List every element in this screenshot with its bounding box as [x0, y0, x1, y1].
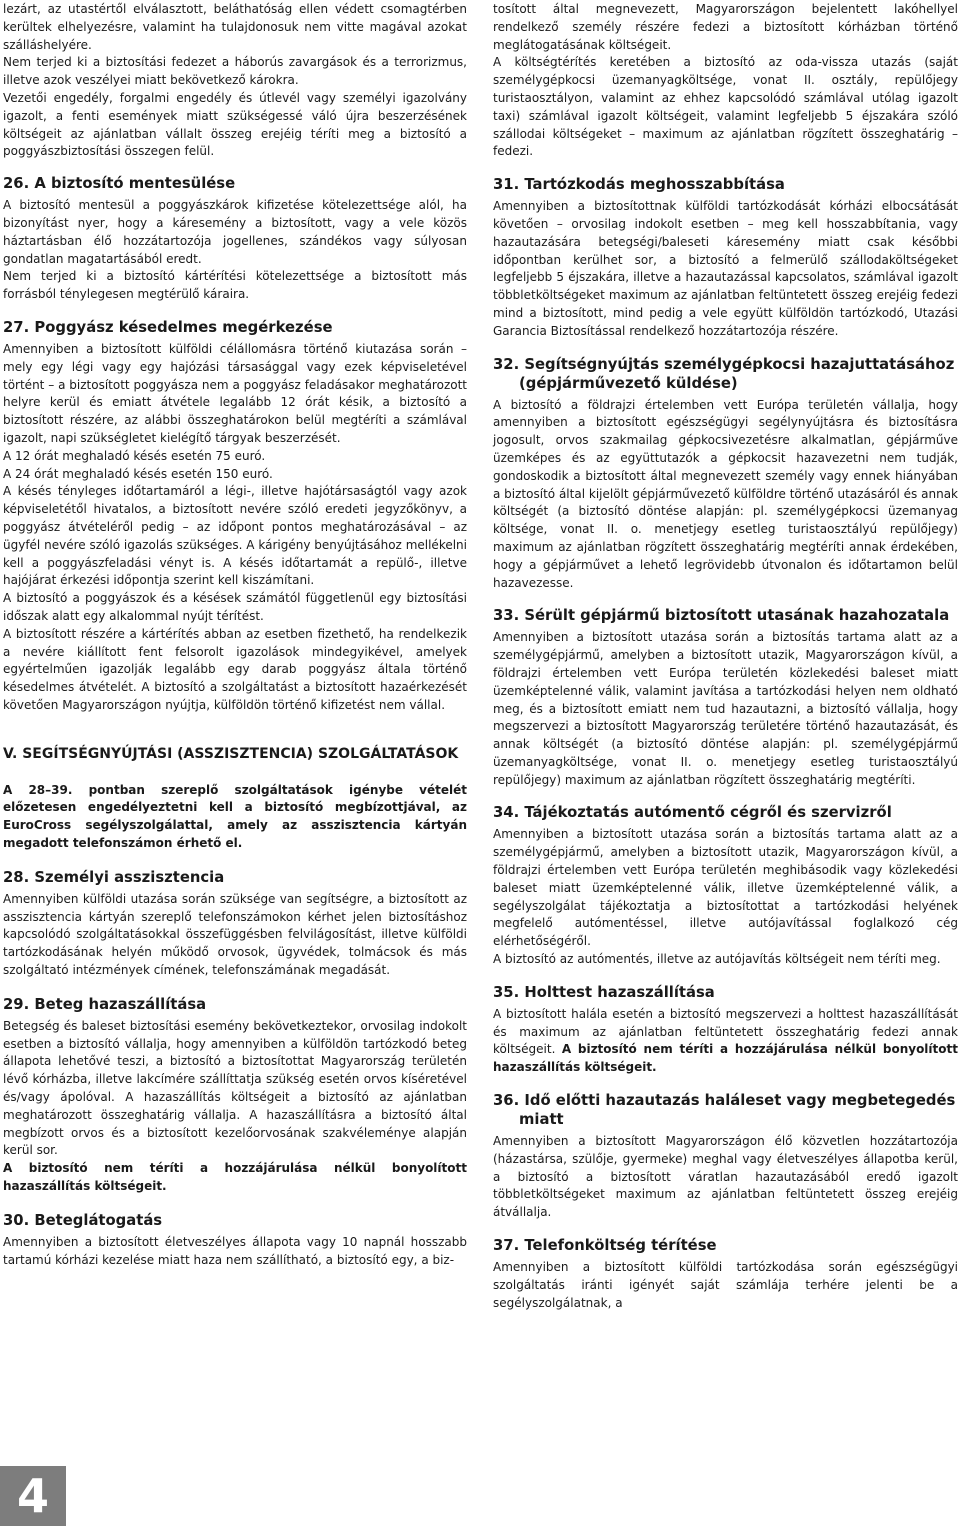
- section-31-paragraph: Amennyiben a biztosítottnak külföldi tartózkodását kórházi elbocsátását követően – orvosilag indokolt esetben – meg kell hosszabbítania, vagy hazautazására betegségi/baleseti káresemény miatt csak későbbi időpontban kerülhet sor, a biztosító a felmerülő szállodaköltségeket legfeljebb 5 éjszakára, illetve a hazautazással kapcsolatos, számlával igazolt többletköltségeket maximum az ajánlatban feltüntetett összeg erejéig fedezi mind a biztosított, mind pedig a vele együtt külföldön tartózkodó, Utazási Garancia Biztosítással rendelkező hozzátartozója részére.: [493, 199, 958, 338]
- section-29-paragraph: Betegség és baleset biztosítási esemény bekövetkeztekor, orvosilag indokolt esetben a biztosító vállalja, hogy amennyiben a külföldön tartózkodó beteg állapota lehetővé teszi, a biztosító a biztosítottat Magyarország területén lévő kórházba, illetve lakcímére szállíttatja szükség esetén orvos kíséretével és/vagy ápolóval. A hazaszállítás költségeit a biztosító az ajánlatban meghatározott összeghatárig vállalja. A hazaszállításra a biztosító által megbízott orvos és a biztosított kezelőorvosának szakvéleménye alapján kerül sor.: [3, 1018, 467, 1158]
- section-27-heading: 27. Poggyász késedelmes megérkezése: [3, 318, 333, 336]
- section-34-paragraph: Amennyiben a biztosított utazása során a biztosítás tartama alatt az a személygépjármű, amelyben a biztosított utazik, Magyarországon kívül, a földrajzi értelemben vett Európa területén meghibásodik vagy közlekedési baleset miatt üzemképtelenné válik, illetve üzemképtelenné válik, a segélyszolgálat tájékoztatja a biztosítottat a tartózkodási helyének megfelelő autómentéssel, illetve autójavítással foglalkozó cég elérhetőségéről.: [493, 827, 958, 949]
- section-28-paragraph: Amennyiben külföldi utazása során szüksége van segítségre, a biztosított az asszisztencia kártyán szereplő telefonszámokon kérhet jelen biztosításhoz kapcsolódó szolgáltatásokkal összefüggésben felvilágosítást, illetve külföldi tartózkodásának helyén működő orvosok, ügyvédek, tolmácsok és más szolgáltató intézmények címének, telefonszámának megadását.: [3, 891, 467, 978]
- left-column: [3, 0, 467, 1269]
- section-35-paragraph: [493, 1006, 958, 1077]
- section-31-heading: 31. Tartózkodás meghosszabbítása: [493, 176, 785, 194]
- section-27-paragraph: A 12 órát meghaladó késés esetén 75 euró.: [3, 448, 266, 463]
- section-26-paragraph: A biztosító mentesül a poggyászkárok kifizetése kötelezettsége alól, ha bizonyítást nyer, hogy a káresemény a biztosított, vagy a vele közös háztartásban élő hozzátartozója jogellenes, szándékos vagy súlyosan gondatlan magatartásából eredt.: [3, 198, 467, 266]
- section-27-paragraph: A 24 órát meghaladó késés esetén 150 euró.: [3, 466, 273, 481]
- section-35-bold-text: A biztosító nem téríti a hozzájárulása nélkül bonyolított hazaszállítás költségeit.: [493, 1042, 958, 1075]
- section-33-heading: 33. Sérült gépjármű biztosított utasának hazahozatala: [493, 607, 950, 625]
- intro-paragraph: Vezetői engedély, forgalmi engedély és útlevél vagy személyi igazolvány igazolt, a fenti események miatt szükségessé váló újra beszerzésének költségeit az ajánlatban vállalt összeg erejéig téríti meg a biztosító a poggyászbiztosítási összegen felül.: [3, 90, 467, 159]
- section-27-paragraph: A biztosított részére a kártérítés abban az esetben fizethető, ha rendelkezik a nevére kiállított fent felsorolt igazolások mindegyikével, amelyek egyértelműen igazolják legalább egy darab poggyász általa történő késedelmes átvételét. A biztosító a szolgáltatást a biztosított hazaérkezését követően Magyarországon nyújtja, külföldön történő kifizetést nem vállal.: [3, 626, 467, 712]
- section-36-heading: 36. Idő előtti hazautazás haláleset vagy megbetegedés miatt: [493, 1092, 956, 1129]
- section-29-heading: 29. Beteg hazaszállítása: [3, 995, 207, 1013]
- section-27-paragraph: Amennyiben a biztosított külföldi célállomásra történő kiutazása során – mely egy légi vagy egy hajózási társasággal vagy ezek képviseletével történt – a biztosított poggyásza nem a poggyász feladásakor meghatározott helyre kerül és emiatt átvétele legalább 12 órát késik, a biztosító a biztosított részére, az alábbi összeghatárokon belül megtéríti a számlával igazolt, napi szükségletet kielégítő tárgyak beszerzését.: [3, 341, 467, 445]
- intro-paragraph: A költségtérítés keretében a biztosító az oda-vissza utazás (saját személygépkocsi üzemanyagköltsége, vonat II. osztály, repülőjegy turistaosztályon, valamint az ehhez kapcsolódó számlával utólag igazolt taxi) számlával igazolt költségeit, valamint legfeljebb 5 éjszakára szóló szállodai költségeket – maximum az ajánlatban rögzített összeghatárig – fedezi.: [493, 55, 958, 159]
- intro-paragraph: lezárt, az utastértől elválasztott, beláthatóság ellen védett csomagtérben kerültek elhelyezésre, valamint ha tulajdonosuk nem vitte magával azokat szálláshelyére.: [3, 2, 467, 52]
- section-29-paragraph: A biztosító nem téríti a hozzájárulása nélkül bonyolított hazaszállítás költségeit.: [3, 1161, 467, 1194]
- section-35-heading: 35. Holttest hazaszállítása: [493, 983, 715, 1001]
- section-27-paragraph: A biztosító a poggyászok és a késések számától függetlenül egy biztosítási időszak alatt egy alkalommal nyújt térítést.: [3, 591, 467, 623]
- page-number-badge: 4: [0, 1466, 66, 1526]
- section-33-paragraph: Amennyiben a biztosított utazása során a biztosítás tartama alatt az a személygépjármű, amelyben a biztosított utazik, Magyarországon kívül, a földrajzi értelemben vett Európa területén közlekedési baleset miatt üzemképtelenné válik, valamint javítása a tartózkodási helyen nem oldható meg, és a biztosított emiatt nem tud hazautazni, a biztosító vállalja, hogy megszervezi a biztosított Magyarország területére történő hazautazását, és annak költségét (a biztosító döntése alapján: pl. személygépjármű üzemanyagköltsége, vonat II. o. menetjegy esetleg turistaosztályú repülőjegy) maximum az ajánlatban rögzített összeghatárig megtéríti.: [493, 630, 958, 787]
- section-28-heading: 28. Személyi asszisztencia: [3, 868, 225, 886]
- section-32-paragraph: A biztosító a földrajzi értelemben vett Európa területén vállalja, hogy amennyiben a biztosított egészségügyi segélynyújtásra és biztosításra jogosult, orvos szakmailag gépkocsivezetésre alkalmatlan, gépjárműve üzemképes és az együttutazók a gépkocsit hazavezetni nem tudják, gondoskodik a biztosított által megnevezett személy vagy ennek hiányában a biztosító által kijelölt gépjárművezető külföldre történő utazásáról és annak költségét (a biztosító döntése alapján: pl. személygépkocsi üzemanyag költsége, vonat II. o. menetjegy esetleg turistaosztályú repülőjegy) maximum az ajánlatban rögzített összeghatárig megtéríti annak érdekében, hogy a gépjárművet a lehető legrövidebb útvonalon és időtartamon belül hazavezesse.: [493, 397, 958, 590]
- intro-paragraph: tosított által megnevezett, Magyarországon bejelentett lakóhellyel rendelkező személy részére fedezi a biztosított kórházban történő meglátogatásának költségeit.: [493, 2, 958, 52]
- section-34-heading: 34. Tájékoztatás autómentő cégről és szervizről: [493, 804, 892, 822]
- section-35-text: A biztosított halála esetén a biztosító megszervezi a holttest hazaszállítását és maximum az ajánlatban feltüntetett összeghatárig fedezi annak költségeit.: [493, 1006, 958, 1057]
- section-26-paragraph: Nem terjed ki a biztosító kártérítési kötelezettsége a biztosított más forrásból ténylegesen megtérülő káraira.: [3, 269, 467, 302]
- section-27-paragraph: A késés tényleges időtartamáról a légi-, illetve hajótársaságtól vagy azok képviseletétől hivatalos, a biztosított nevére szóló eredeti jegyzőkönyv, a poggyász átvételéről pedig – az időpont pontos meghatározásával – az ügyfél nevére szóló igazolás szükséges. A kárigény benyújtásához mellékelni kell a poggyászfeladási vényt is. A késés időtartamát a repülő-, illetve hajójárat érkezési időpontja szerint kell kiszámítani.: [3, 484, 467, 588]
- right-column: [493, 0, 958, 1312]
- chapter-v-heading: V. SEGÍTSÉGNYÚJTÁSI (ASSZISZTENCIA) SZOLGÁLTATÁSOK: [3, 745, 459, 762]
- section-26-heading: 26. A biztosító mentesülése: [3, 175, 236, 193]
- chapter-v-paragraph: A 28–39. pontban szereplő szolgáltatások igénybe vételét előzetesen engedélyeztetni kell a biztosító megbízottjával, az EuroCross segélyszolgálattal, amely az asszisztencia kártyán megadott telefonszámon érhető el.: [3, 782, 467, 851]
- section-30-paragraph: Amennyiben a biztosított életveszélyes állapota vagy 10 napnál hosszabb tartamú kórházi kezelése miatt haza nem szállítható, a biztosító egy, a biz-: [3, 1234, 467, 1267]
- section-37-paragraph: Amennyiben a biztosított külföldi tartózkodása során egészségügyi szolgáltatás iránti igényét saját számlája terhére jelenti be a segélyszolgálatnak, a: [493, 1260, 958, 1310]
- section-34-paragraph: A biztosító az autómentés, illetve az autójavítás költségeit nem téríti meg.: [493, 952, 941, 967]
- intro-paragraph: Nem terjed ki a biztosítási fedezet a háborús zavargások és a terrorizmus, illetve azok veszélyei miatt bekövetkező károkra.: [3, 55, 467, 88]
- section-30-heading: 30. Beteglátogatás: [3, 1211, 163, 1229]
- section-32-heading: 32. Segítségnyújtás személygépkocsi hazajuttatásához (gépjárművezető küldése): [493, 355, 955, 392]
- section-36-paragraph: Amennyiben a biztosított Magyarországon élő közvetlen hozzátartozója (házastársa, szülője, gyermeke) meghal vagy életveszélyes állapotba kerül, a biztosító a biztosított váratlan hazautazásából eredő igazolt többletköltségeket maximum az ajánlatban feltüntetett összeg erejéig átvállalja.: [493, 1134, 958, 1220]
- section-37-heading: 37. Telefonköltség térítése: [493, 1237, 717, 1255]
